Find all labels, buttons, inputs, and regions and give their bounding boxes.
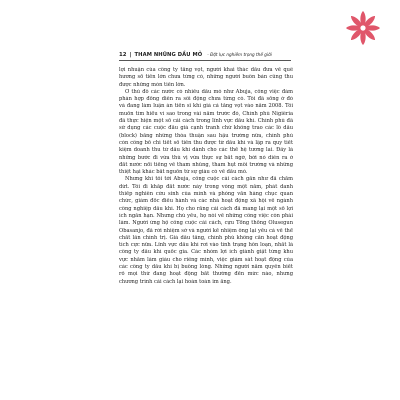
text-line: kiệm doanh thu từ dầu khí dành cho các thế hệ tương lai. Đây là	[119, 147, 293, 154]
running-title: THAM NHŨNG DẦU MỎ	[134, 52, 203, 58]
text-line: tích cực nữa. Lĩnh vực dầu khí rơi vào tình trạng hỗn loạn, nhất là	[119, 242, 293, 249]
text-line: hương số tiền lớn chưa từng có, những người buôn bán cũng thu	[119, 74, 293, 81]
page-number: 12	[119, 52, 127, 58]
text-line: công ty dầu khí quốc gia. Các nhóm lợi ích giành giật từng khu	[119, 249, 293, 256]
text-line: thiếp nghiên cứu sinh của mình và phỏng vấn hàng chục quan	[119, 191, 293, 198]
text-line: vực nhằm làm giàu cho riêng mình, việc giám sát hoạt động của	[119, 256, 293, 263]
text-line: được những món tiền lớn.	[119, 81, 186, 88]
text-line: muốn tìm hiểu vì sao trong vài năm trước đó, Chính phủ Nigiêria	[119, 110, 293, 117]
text-line: chức, giám đốc điều hành và các nhà hoạt động xã hội về ngành	[119, 198, 293, 205]
text-line: (block) bằng những thỏa thuận sau hậu trường nữa, chính phủ	[119, 132, 293, 139]
body-text	[119, 67, 293, 286]
text-line: các công ty dầu khí bị buông lỏng. Những người nắm quyền biết	[119, 264, 293, 271]
text-line: những bước đi vừa thú vị vừa thực sự bất ngờ, bởi nó diễn ra ở	[119, 154, 293, 161]
text-line: còn công bố chi tiết số tiền thu được từ dầu khí và lập ra quỹ tiết	[119, 139, 293, 146]
text-line: Ở thủ đô các nước có nhiều dầu mỏ như Abuja, công việc đàm	[125, 88, 293, 95]
text-line: sử dụng các cuộc đấu giá cạnh tranh chứ không trao các lô dầu	[119, 125, 293, 132]
text-line: phán hợp đồng diễn ra sôi động chưa từng có. Tôi đã sống ở đó	[119, 96, 293, 103]
text-line: Obasanjo, đã rời nhiệm sở và người kế nhiệm ông lại yếu cả về thể	[119, 227, 293, 234]
text-line: ích ngắn hạn. Nhưng chủ yếu, họ nói về những công việc còn phải	[119, 212, 293, 219]
running-subtitle: - Đột lực nghiêm trọng thế giới	[207, 52, 272, 57]
text-line: làm. Người ứng hộ công cuộc cải cách, cựu Tổng thống Olusegun	[119, 220, 293, 227]
running-header	[119, 52, 291, 61]
text-line: dứt. Tôi đi khắp đất nước này trong vòng một năm, phát danh	[119, 183, 293, 190]
text-line: và đang làm luận án tiến sĩ khi giá cả tăng vọt vào năm 2008. Tôi	[119, 103, 293, 110]
text-line: đã thực hiện một số cải cách trong lĩnh vực dầu khí. Chính phủ đã	[119, 118, 293, 125]
text-line: chất lẫn chính trị. Giá dầu tăng, chính phủ không cần hoạt động	[119, 234, 293, 241]
text-line: công nghiệp dầu khí. Họ cho rằng cải cách đã mang lại một số lợi	[119, 205, 293, 212]
text-line: chương trình cải cách lại hoàn toàn im ắng.	[119, 278, 232, 285]
text-line: đất nước nổi tiếng về tham nhũng, tham hụt môi trường và những	[119, 161, 293, 168]
text-line: lợi nhuận của công ty tăng vọt, người khai thác dầu đưa về quê	[119, 67, 293, 73]
publisher-logo	[343, 8, 383, 48]
header-separator: |	[129, 52, 132, 58]
text-line: rõ mọi thứ đang hoạt động bất thường đến mức nào, nhưng	[119, 271, 293, 278]
text-line: thiệt hại khác bắt nguồn từ sự giàu có về dầu mỏ.	[119, 169, 248, 176]
text-line: Nhưng khi tôi tới Abuja, công cuộc cải cách gần như đã chấm	[125, 176, 293, 183]
